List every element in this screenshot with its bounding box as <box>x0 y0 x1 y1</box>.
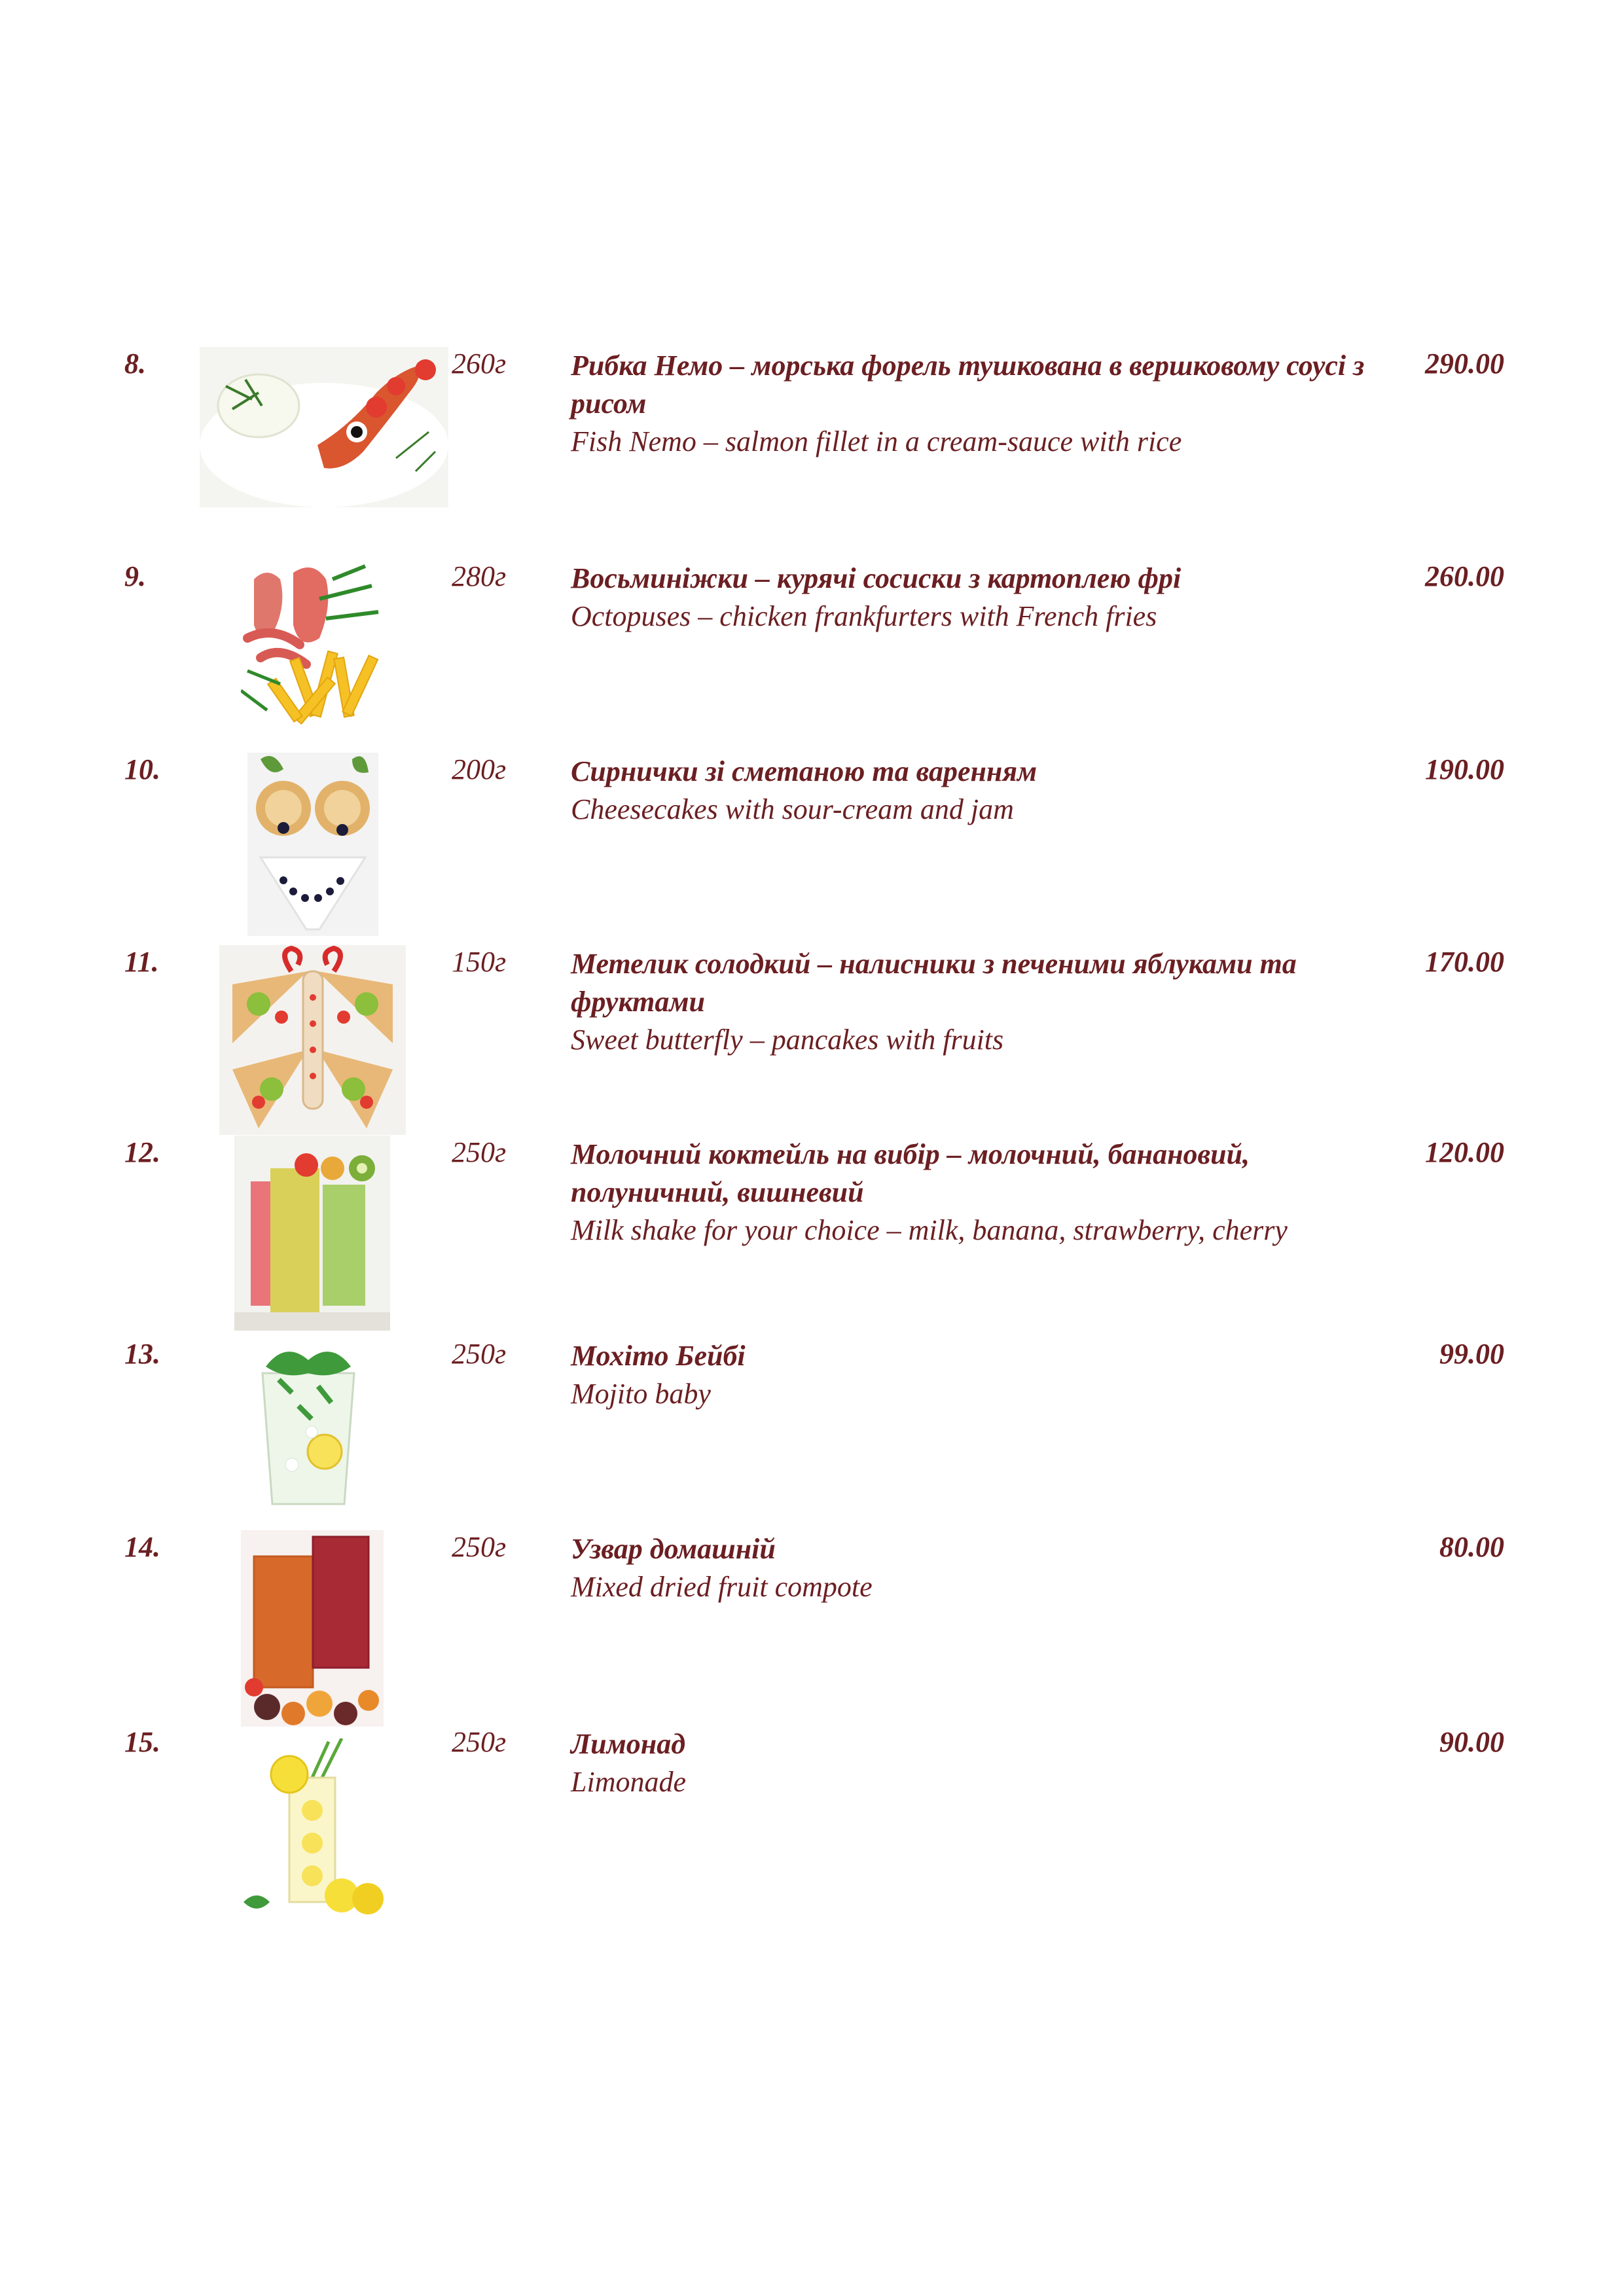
item-name-en: Milk shake for your choice – milk, banana, strawberry, cherry <box>571 1214 1288 1246</box>
item-weight: 150г <box>452 946 507 978</box>
item-weight: 280г <box>452 560 507 592</box>
item-name-en: Cheesecakes with sour-cream and jam <box>571 793 1014 825</box>
item-price: 260.00 <box>1425 560 1504 592</box>
item-names <box>571 560 1376 636</box>
item-weight: 260г <box>452 348 507 380</box>
item-weight: 250г <box>452 1531 507 1563</box>
item-name-ua: Лимонад <box>571 1728 686 1760</box>
compote-image <box>241 1530 384 1727</box>
item-name-en: Sweet butterfly – pancakes with fruits <box>571 1024 1004 1056</box>
item-number: 14. <box>124 1531 160 1563</box>
item-name-en: Limonade <box>571 1766 686 1798</box>
item-weight: 250г <box>452 1338 507 1370</box>
item-weight: 250г <box>452 1726 507 1758</box>
item-name-en: Octopuses – chicken frankfurters with French fries <box>571 600 1157 632</box>
item-number: 13. <box>124 1338 160 1370</box>
item-weight: 200г <box>452 753 507 785</box>
item-names <box>571 753 1376 829</box>
mojito-image <box>253 1340 364 1511</box>
butterfly-pancakes-dish-image <box>219 945 406 1135</box>
item-price: 99.00 <box>1439 1338 1504 1370</box>
item-name-ua: Рибка Немо – морська форель тушкована в вершковому соусі з рисом <box>571 350 1365 420</box>
item-price: 80.00 <box>1439 1531 1504 1563</box>
item-names <box>571 1136 1376 1249</box>
cheesecakes-dish-image <box>247 753 378 936</box>
item-names <box>571 347 1376 461</box>
item-names <box>571 945 1376 1059</box>
item-name-ua: Молочний коктейль на вибір – молочний, банановий, полуничний, вишневий <box>571 1138 1250 1208</box>
item-price: 190.00 <box>1425 753 1504 785</box>
item-name-ua: Мохіто Бейбі <box>571 1340 746 1372</box>
item-name-en: Mojito baby <box>571 1378 711 1410</box>
fish-nemo-dish-image <box>200 347 448 507</box>
item-price: 120.00 <box>1425 1136 1504 1168</box>
item-names <box>571 1337 1376 1413</box>
item-number: 10. <box>124 753 160 785</box>
item-price: 170.00 <box>1425 946 1504 978</box>
item-price: 290.00 <box>1425 348 1504 380</box>
item-name-ua: Сирнички зі сметаною та варенням <box>571 755 1038 787</box>
item-number: 11. <box>124 946 159 978</box>
item-price: 90.00 <box>1439 1726 1504 1758</box>
item-name-ua: Восьминіжки – курячі сосиски з картоплею фрі <box>571 562 1182 594</box>
item-number: 15. <box>124 1726 160 1758</box>
item-number: 8. <box>124 348 146 380</box>
item-name-ua: Узвар домашній <box>571 1533 776 1565</box>
item-names <box>571 1530 1376 1606</box>
item-names <box>571 1725 1376 1801</box>
item-weight: 250г <box>452 1136 507 1168</box>
lemonade-image <box>237 1738 397 1918</box>
item-name-en: Fish Nemo – salmon fillet in a cream-sauce with rice <box>571 425 1182 457</box>
milkshakes-image <box>234 1136 390 1331</box>
item-number: 9. <box>124 560 146 592</box>
item-number: 12. <box>124 1136 160 1168</box>
item-name-ua: Метелик солодкий – налисники з печеними яблуками та фруктами <box>571 948 1297 1018</box>
item-name-en: Mixed dried fruit compote <box>571 1571 873 1603</box>
octopus-sausages-dish-image <box>241 560 384 731</box>
